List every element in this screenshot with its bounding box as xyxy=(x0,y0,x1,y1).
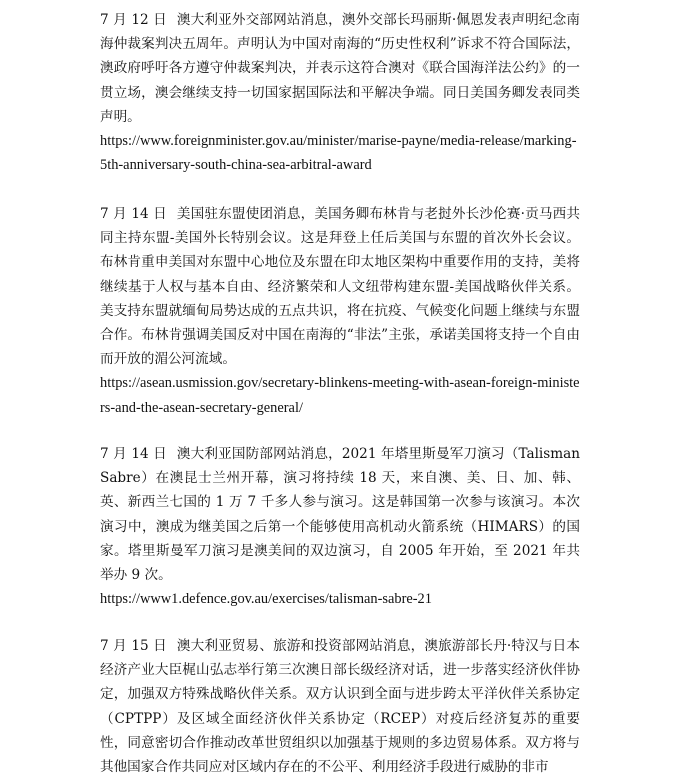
entry-date: 7 月 15 日 xyxy=(100,638,167,654)
entry-url[interactable]: https://asean.usmission.gov/secretary-blinkens-meeting-with-asean-foreign-ministers-and-the-asean-secretary-general/ xyxy=(100,375,580,416)
entry-date: 7 月 14 日 xyxy=(100,206,167,222)
entry-jul15 xyxy=(100,634,580,779)
entry-date: 7 月 12 日 xyxy=(100,12,167,28)
entry-jul12 xyxy=(100,8,580,177)
entry-paragraph xyxy=(100,8,580,129)
entry-text: 美国驻东盟使团消息，美国务卿布林肯与老挝外长沙伦赛·贡马西共同主持东盟-美国外长特别会议。这是拜登上任后美国与东盟的首次外长会议。布林肯重申美国对东盟中心地位及东盟在印太地区架构中重要作用的支持，美将继续基于人权与基本自由、经济繁荣和人文纽带构建东盟-美国战略伙伴关系。美支持东盟就缅甸局势达成的五点共识，将在抗疫、气候变化问题上继续与东盟合作。布林肯强调美国反对中国在南海的“非法”主张，承诺美国将支持一个自由而开放的湄公河流域。 xyxy=(100,206,580,368)
entry-date: 7 月 14 日 xyxy=(100,446,167,462)
entry-text: 澳大利亚外交部网站消息，澳外交部长玛丽斯·佩恩发表声明纪念南海仲裁案判决五周年。声明认为中国对南海的“历史性权利”诉求不符合国际法，澳政府呼吁各方遵守仲裁案判决，并表示这符合澳对《联合国海洋法公约》的一贯立场，澳会继续支持一切国家据国际法和平解决争端。同日美国务卿发表同类声明。 xyxy=(100,12,580,125)
entry-text: 澳大利亚贸易、旅游和投资部网站消息，澳旅游部长丹·特汉与日本经济产业大臣梶山弘志举行第三次澳日部长级经济对话，进一步落实经济伙伴协定，加强双方特殊战略伙伴关系。双方认识到全面与进步跨太平洋伙伴关系协定（CPTPP）及区域全面经济伙伴关系协定（RCEP）对疫后经济复苏的重要性，同意密切合作推动改革世贸组织以加强基于规则的多边贸易体系。双方将与其他国家合作共同应对区域内存在的不公平、利用经济手段进行威胁的非市 xyxy=(100,638,580,776)
entry-paragraph xyxy=(100,442,580,587)
entry-url[interactable]: https://www.foreignminister.gov.au/minister/marise-payne/media-release/marking-5th-anniversary-south-china-sea-arbitral-award xyxy=(100,133,577,174)
entry-jul14-talisman xyxy=(100,442,580,611)
entry-text: 澳大利亚国防部网站消息，2021 年塔里斯曼军刀演习（Talisman Sabre）在澳昆士兰州开幕，演习将持续 18 天，来自澳、美、日、加、韩、英、新西兰七国的 1 万 7 千多人参与演习。这是韩国第一次参与该演习。本次演习中，澳成为继美国之后第一个能够使用高机动火箭系统（HIMARS）的国家。塔里斯曼军刀演习是澳美间的双边演习，自 2005 年开始，至 2021 年共举办 9 次。 xyxy=(100,446,580,584)
entry-jul14-asean xyxy=(100,202,580,420)
entry-url[interactable]: https://www1.defence.gov.au/exercises/talisman-sabre-21 xyxy=(100,591,432,608)
entry-paragraph xyxy=(100,634,580,779)
entry-paragraph xyxy=(100,202,580,371)
